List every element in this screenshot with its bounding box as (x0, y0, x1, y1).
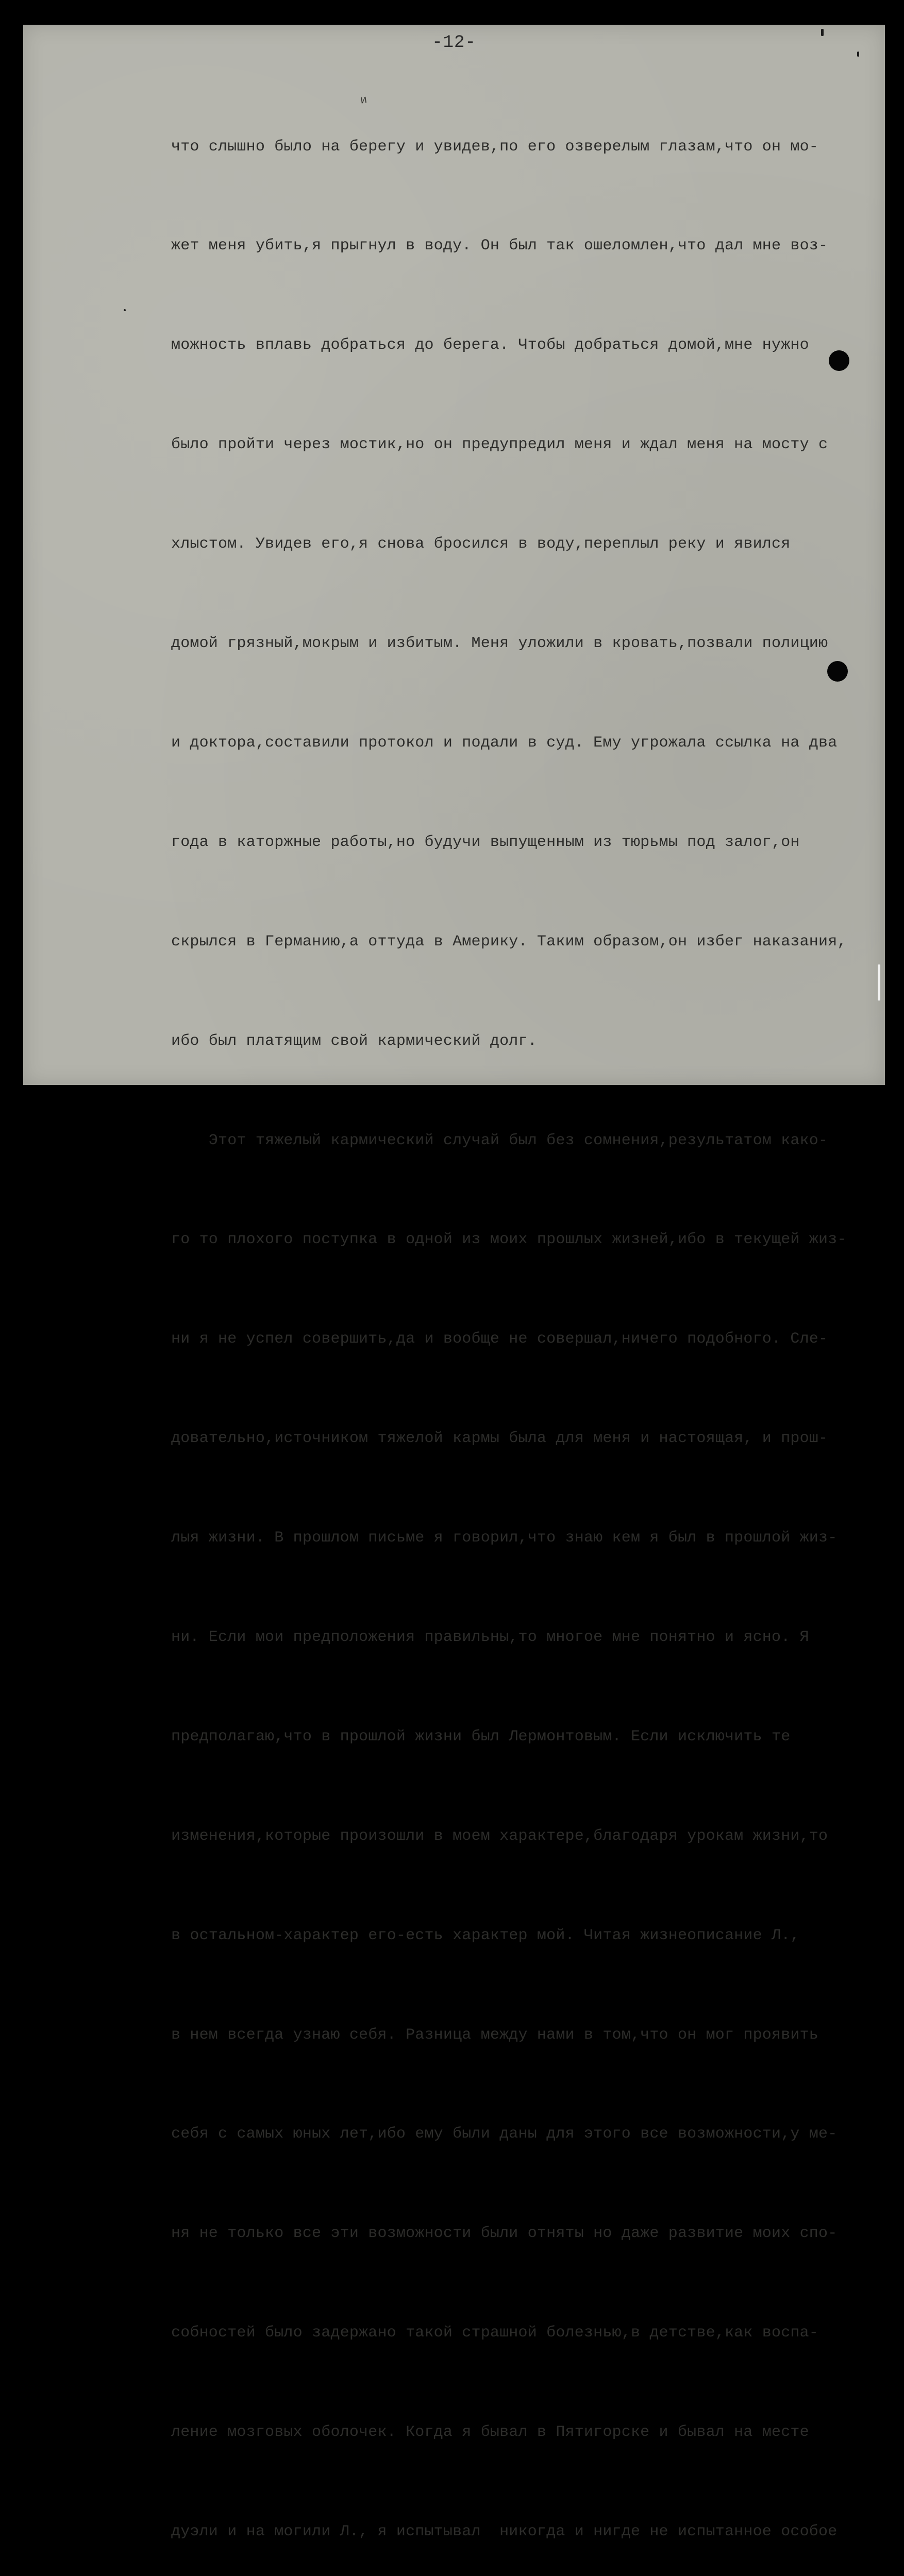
text-line: ни. Если мои предположения правильны,то многое мне понятно и ясно. Я (171, 1628, 809, 1646)
punch-hole (827, 661, 848, 682)
text-line: Этот тяжелый кармический случай был без сомнения,результатом како- (171, 1131, 828, 1149)
text-line: ня не только все эти возможности были отняты но даже развитие моих спо- (171, 2225, 838, 2243)
text-line: предполагаю,что в прошлой жизни был Лермонтовым. Если исключить те (171, 1727, 791, 1745)
text-line: ибо был платящим свой кармический долг. (171, 1032, 537, 1050)
text-line: дуэли и на могили Л., я испытывал никогда и нигде не испытанное особое (171, 2522, 838, 2540)
text-line: года в каторжные работы,но будучи выпущенным из тюрьмы под залог,он (171, 833, 800, 851)
text-line: скрылся в Германию,а оттуда в Америку. Таким образом,он избег наказания, (171, 933, 847, 951)
text-line: собностей было задержано такой страшной болезнью,в детстве,как воспа- (171, 2324, 819, 2342)
text-line: хлыстом. Увидев его,я снова бросился в воду,переплыл реку и явился (171, 535, 791, 553)
punch-hole (829, 350, 849, 371)
text-line: можность вплавь добраться до берега. Чтобы добраться домой,мне нужно (171, 336, 809, 354)
text-line: лыя жизни. В прошлом письме я говорил,что знаю кем я был в прошлой жиз- (171, 1529, 838, 1547)
text-line: го то плохого поступка в одной из моих прошлых жизней,ибо в текущей жиз- (171, 1231, 847, 1249)
text-line: что слышно было на берегу и увидев,по его озверелым глазам,что он мо- (171, 138, 819, 156)
text-line: довательно,источником тяжелой кармы была для меня и настоящая, и прош- (171, 1430, 828, 1448)
text-line: было пройти через мостик,но он предупредил меня и ждал меня на мосту с (171, 436, 828, 454)
text-line: ление мозговых оболочек. Когда я бывал в Пятигорске и бывал на месте (171, 2424, 809, 2442)
handwritten-insertion: и (359, 93, 368, 107)
typed-text-body (171, 64, 903, 2576)
ink-speck (124, 309, 126, 311)
text-line: в остальном-характер его-есть характер мой. Читая жизнеописание Л., (171, 1926, 800, 1944)
text-line: изменения,которые произошли в моем характере,благодаря урокам жизни,то (171, 1827, 828, 1845)
text-line: жет меня убить,я прыгнул в воду. Он был так ошеломлен,что дал мне воз- (171, 237, 828, 255)
text-line: ни я не успел совершить,да и вообще не совершал,ничего подобного. Сле- (171, 1330, 828, 1348)
text-line: себя с самых юных лет,ибо ему были даны для этого все возможности,у ме- (171, 2125, 838, 2143)
page-number: -12- (432, 33, 476, 53)
text-line: в нем всегда узнаю себя. Разница между нами в том,что он мог проявить (171, 2026, 819, 2044)
text-line: домой грязный,мокрым и избитым. Меня уложили в кровать,позвали полицию (171, 635, 828, 653)
document-page (23, 25, 885, 2540)
text-line: и доктора,составили протокол и подали в суд. Ему угрожала ссылка на два (171, 734, 838, 752)
